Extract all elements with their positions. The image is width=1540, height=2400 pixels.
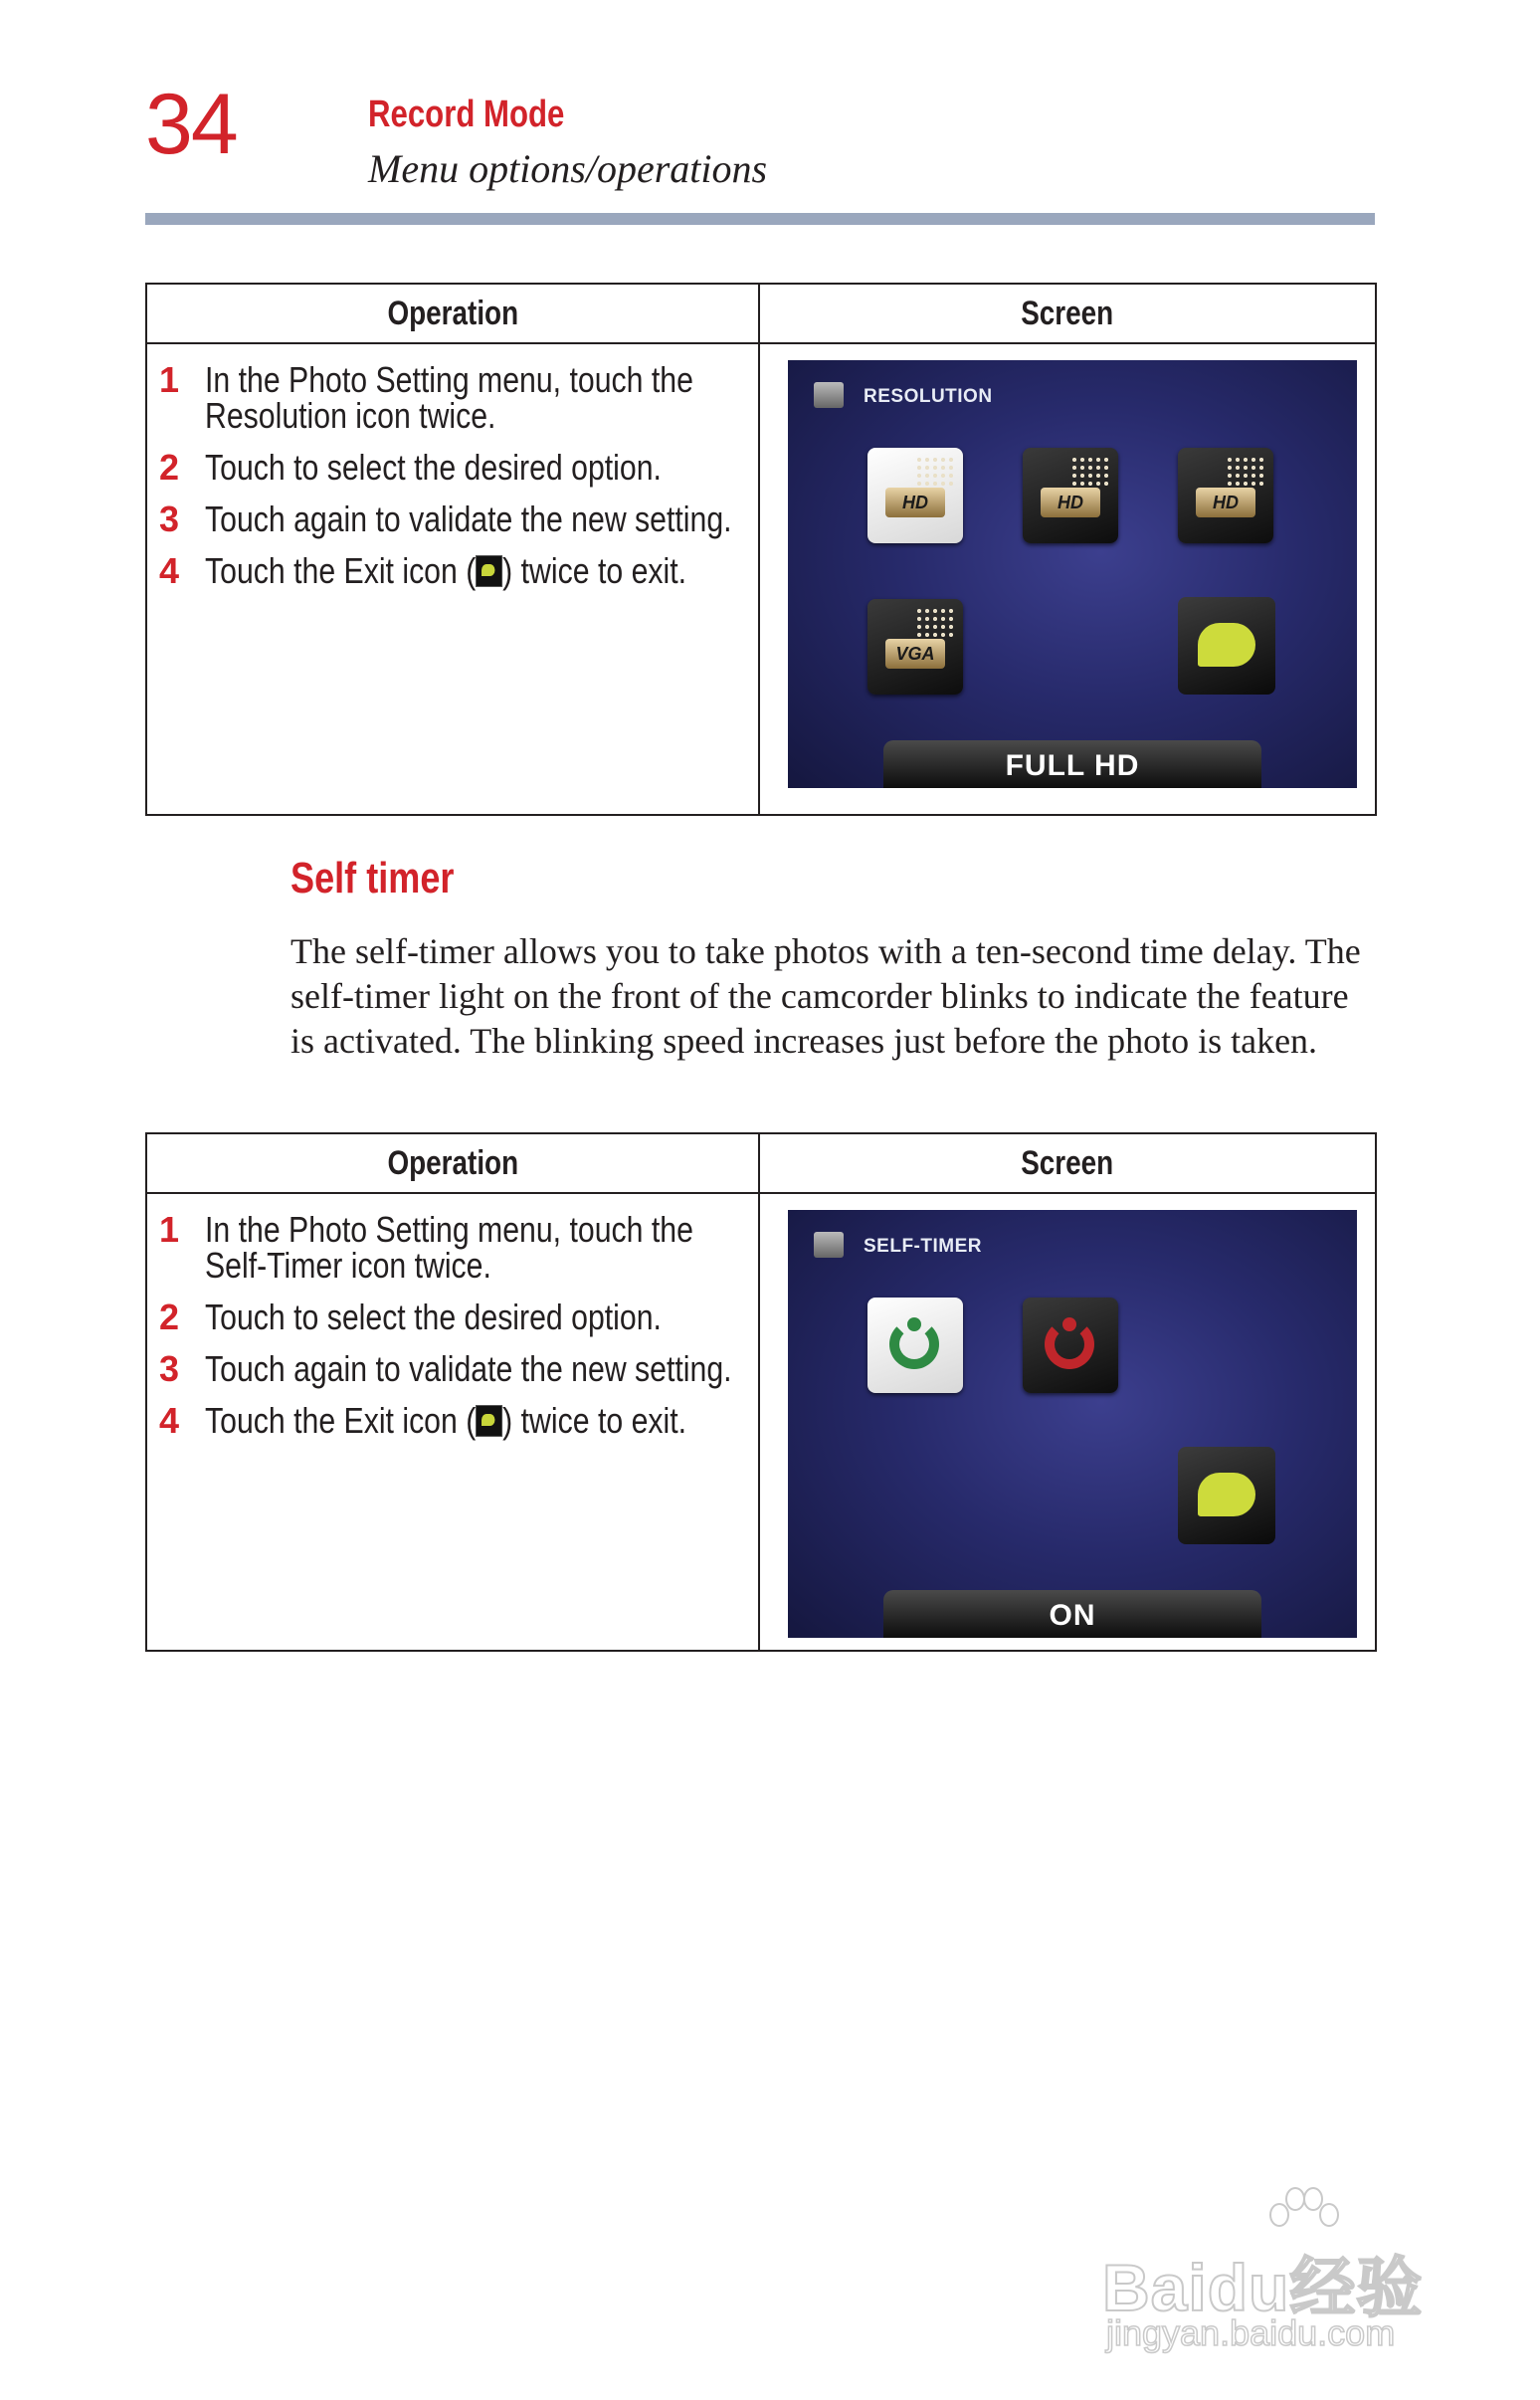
- step-number: 3: [159, 499, 180, 539]
- exit-arrow-icon: [1198, 623, 1255, 667]
- step-number: 4: [159, 550, 180, 591]
- resolution-option-label: HD: [885, 488, 945, 517]
- camera-screen-resolution: [788, 360, 1357, 788]
- step-item: [159, 550, 738, 591]
- screen-cell: [759, 343, 1376, 815]
- camera-screen-title: SELF-TIMER: [864, 1236, 982, 1257]
- exit-arrow-icon: [1198, 1473, 1255, 1516]
- resolution-option-30p-hd[interactable]: [1023, 448, 1118, 543]
- screen-cell: [759, 1193, 1376, 1651]
- step-item: [159, 359, 738, 436]
- step-number: 3: [159, 1348, 180, 1389]
- step-item: [159, 1400, 738, 1441]
- step-text: Touch again to validate the new setting.: [205, 499, 732, 539]
- baidu-watermark: [1102, 2185, 1460, 2364]
- step-number: 2: [159, 1297, 180, 1337]
- table-header-screen: Screen: [759, 284, 1376, 343]
- watermark-url: jingyan.baidu.com: [1106, 2312, 1396, 2353]
- step-item: [159, 1348, 738, 1389]
- film-dots-icon: [915, 607, 955, 637]
- resolution-option-vga[interactable]: [867, 599, 963, 695]
- step-number: 2: [159, 447, 180, 488]
- exit-button[interactable]: [1178, 1447, 1275, 1544]
- subsection-heading: Self timer: [290, 854, 455, 902]
- resolution-menu-icon: [814, 382, 844, 408]
- camera-screen-title: RESOLUTION: [864, 386, 993, 407]
- step-text: Touch to select the desired option.: [205, 447, 662, 488]
- step-text: Touch again to validate the new setting.: [205, 1348, 732, 1389]
- chapter-title: Record Mode: [368, 94, 565, 135]
- resolution-option-label: HD: [1041, 488, 1100, 517]
- step-text: Touch the Exit icon ( ) twice to exit.: [205, 1400, 687, 1441]
- step-text: Touch to select the desired option.: [205, 1297, 662, 1337]
- film-dots-icon: [1226, 456, 1265, 486]
- step-item: [159, 501, 738, 537]
- self-timer-on-option[interactable]: [867, 1298, 963, 1393]
- steps-list: [147, 344, 758, 589]
- film-dots-icon: [915, 456, 955, 486]
- step-item: [159, 1297, 738, 1337]
- camera-screen-self-timer: [788, 1210, 1357, 1638]
- resolution-operation-table: [145, 283, 1377, 816]
- current-value-bar: ON: [883, 1590, 1261, 1638]
- steps-list: [147, 1194, 758, 1439]
- page-number: 34: [145, 77, 237, 172]
- resolution-option-label: VGA: [885, 639, 945, 669]
- body-paragraph: The self-timer allows you to take photos with a ten-second time delay. The self-timer light on the front of the camcorder blinks to indicate the feature is activated. The blinking speed increases just before the photo is taken.: [290, 931, 1361, 1061]
- step-item: [159, 447, 738, 488]
- exit-icon: [476, 1405, 502, 1437]
- step-number: 1: [159, 359, 180, 400]
- resolution-option-label: HD: [1196, 488, 1255, 517]
- operation-cell: [146, 1193, 759, 1651]
- self-timer-off-option[interactable]: [1023, 1298, 1118, 1393]
- self-timer-menu-icon: [814, 1232, 844, 1258]
- step-text: Touch the Exit icon ( ) twice to exit.: [205, 550, 687, 591]
- table-header-operation: Operation: [146, 284, 759, 343]
- section-subtitle: Menu options/operations: [368, 146, 768, 191]
- step-text: In the Photo Setting menu, touch the Resolution icon twice.: [205, 359, 693, 436]
- table-header-operation: Operation: [146, 1133, 759, 1193]
- step-text: In the Photo Setting menu, touch the Self-Timer icon twice.: [205, 1209, 693, 1286]
- step-number: 4: [159, 1400, 180, 1441]
- exit-icon: [476, 555, 502, 587]
- timer-off-dot: [1062, 1317, 1076, 1331]
- timer-on-dot: [907, 1317, 921, 1331]
- self-timer-operation-table: [145, 1132, 1377, 1652]
- step-item: [159, 1209, 738, 1286]
- current-value-bar: FULL HD: [883, 740, 1261, 788]
- table-header-screen: Screen: [759, 1133, 1376, 1193]
- resolution-option-60p-hd[interactable]: [1178, 448, 1273, 543]
- operation-cell: [146, 343, 759, 815]
- step-number: 1: [159, 1209, 180, 1250]
- watermark-brand: Baidu经验: [1102, 2251, 1424, 2324]
- header-rule: [145, 213, 1375, 225]
- film-dots-icon: [1070, 456, 1110, 486]
- exit-button[interactable]: [1178, 597, 1275, 695]
- resolution-option-full-hd[interactable]: [867, 448, 963, 543]
